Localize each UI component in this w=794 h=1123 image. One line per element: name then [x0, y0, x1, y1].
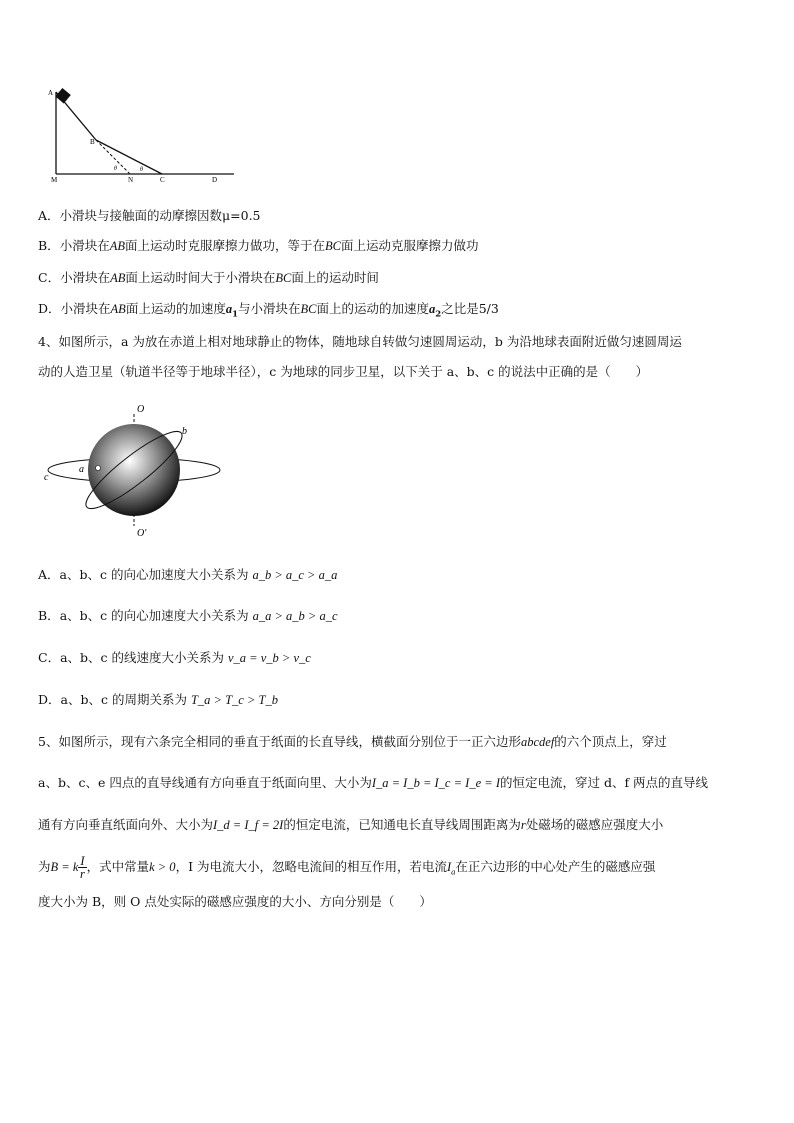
- q3-option-d: D．小滑块在AB面上运动的加速度$a_1$与小滑块在BC面上的运动的加速度$a_2$之比是5/3: [38, 301, 499, 320]
- q4-option-b: B．a、b、c 的向心加速度大小关系为 a_a > a_b > a_c: [38, 608, 338, 623]
- q4-option-a-math: a_b > a_c > a_a: [252, 568, 338, 582]
- q3-option-c: C．小滑块在AB面上运动时间大于小滑块在BC面上的运动时间: [38, 270, 379, 285]
- label-theta1: θ: [114, 166, 117, 172]
- q4-option-c-math: v_a = v_b > v_c: [228, 651, 311, 665]
- label-N: N: [128, 176, 134, 184]
- label-c: c: [44, 472, 49, 483]
- q4-option-b-math: a_a > a_b > a_c: [252, 609, 338, 623]
- incline-figure: [44, 86, 244, 186]
- label-M: M: [51, 176, 58, 184]
- q5-stem-line5: 度大小为 B，则 O 点处实际的磁感应强度的大小、方向分别是（ ）: [38, 894, 432, 909]
- q4-stem-line1: 4、如图所示，a 为放在赤道上相对地球静止的物体，随地球自转做匀速圆周运动，b 为沿地球表面附近做匀速圆周运: [38, 334, 682, 349]
- q4-option-d: D．a、b、c 的周期关系为 T_a > T_c > T_b: [38, 692, 278, 707]
- label-D: D: [212, 176, 218, 184]
- label-C: C: [160, 176, 165, 184]
- label-b: b: [182, 426, 187, 437]
- label-a: a: [79, 464, 84, 475]
- label-theta2: θ: [140, 167, 143, 173]
- fraction-I-over-r: $\frac{I}{r}$: [80, 854, 85, 881]
- q4-stem-line2: 动的人造卫星（轨道半径等于地球半径），c 为地球的同步卫星，以下关于 a、b、c 的说法中正确的是（ ）: [38, 364, 649, 379]
- q4-option-d-math: T_a > T_c > T_b: [190, 693, 278, 707]
- q3-option-a: A．小滑块与接触面的动摩擦因数μ=0.5: [38, 208, 261, 223]
- label-B: B: [90, 138, 95, 146]
- earth-orbit-figure: [38, 400, 228, 540]
- q5-stem-line2: a、b、c、e 四点的直导线通有方向垂直于纸面向里、大小为I_a = I_b = I_c = I_e = I的恒定电流，穿过 d、f 两点的直导线: [38, 775, 709, 790]
- q5-stem-line4: 为B = k $\frac{I}{r}$ ，式中常量k > 0，I 为电流大小，忽略电流间的相互作用，若电流$I_a$在正六边形的中心处产生的磁感应强: [38, 854, 656, 881]
- q4-option-c: C．a、b、c 的线速度大小关系为 v_a = v_b > v_c: [38, 650, 311, 665]
- label-A: A: [48, 89, 54, 97]
- q5-stem-line3: 通有方向垂直纸面向外、大小为I_d = I_f = 2I的恒定电流，已知通电长直导线周围距离为r处磁场的磁感应强度大小: [38, 817, 664, 832]
- label-O-prime: O': [137, 528, 147, 539]
- label-O: O: [137, 404, 145, 415]
- q3-option-b: B．小滑块在AB面上运动时克服摩擦力做功，等于在BC面上运动克服摩擦力做功: [38, 238, 479, 253]
- q5-stem-line1: 5、如图所示，现有六条完全相同的垂直于纸面的长直导线，横截面分别位于一正六边形abcdef的六个顶点上，穿过: [38, 734, 667, 749]
- q4-option-a: A．a、b、c 的向心加速度大小关系为 a_b > a_c > a_a: [38, 567, 338, 582]
